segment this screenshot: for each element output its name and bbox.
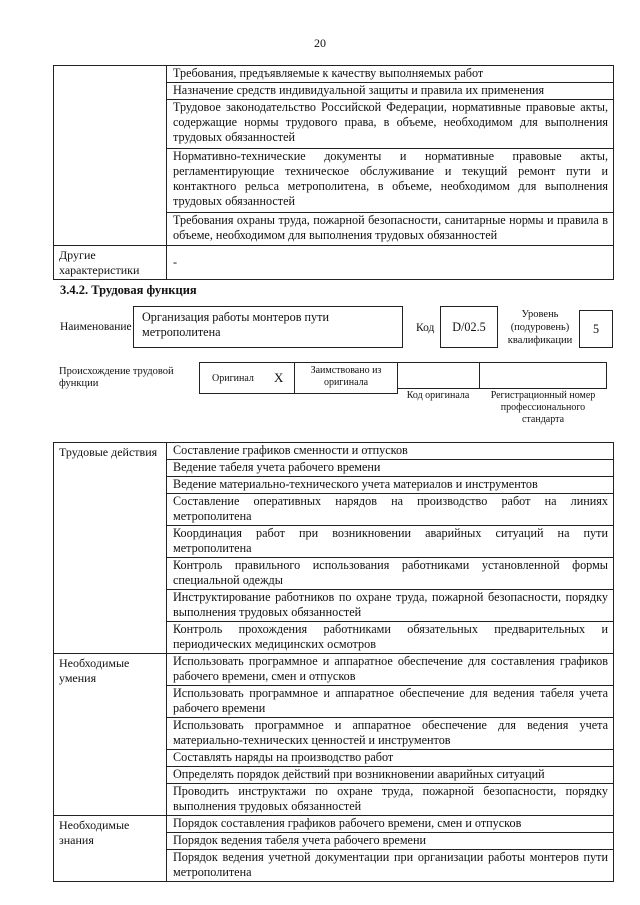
origin-borrowed-box (294, 362, 398, 394)
original-label: Оригинал (212, 373, 254, 384)
table-cell: Контроль прохождения работниками обязательных предварительных и периодических медицинских осмотров (167, 622, 614, 654)
table-cell: Инструктирование работников по охране труда, пожарной безопасности, порядку выполнения трудовых обязанностей (167, 590, 614, 622)
table-cell: Порядок ведения табеля учета рабочего времени (167, 833, 614, 850)
table-row (54, 654, 614, 686)
table-row (54, 66, 614, 83)
code-original-caption: Код оригинала (406, 390, 470, 401)
table-cell: Порядок ведения учетной документации при организации работы монтеров пути метрополитена (167, 850, 614, 882)
original-mark: X (274, 370, 284, 385)
table-cell: Координация работ при возникновении аварийных ситуаций на пути метрополитена (167, 526, 614, 558)
origin-original-box (199, 362, 295, 394)
table-cell: Составление графиков сменности и отпусков (167, 443, 614, 460)
table-cell: Использовать программное и аппаратное обеспечение для ведения учета материально-технических ценностей и инструментов (167, 718, 614, 750)
origin-label: Происхождение трудовой функции (59, 366, 174, 389)
table-cell: Контроль правильного использования работниками установленной формы специальной одежды (167, 558, 614, 590)
required-skills-label: Необходимые умения (54, 654, 167, 816)
table-cell: Использовать программное и аппаратное обеспечение для ведения табеля учета рабочего времени (167, 686, 614, 718)
other-characteristics-label: Другие характеристики (54, 246, 167, 280)
page-number: 20 (314, 36, 326, 50)
level-value-box (579, 310, 613, 348)
table-row (54, 816, 614, 833)
code-original-box (397, 362, 480, 389)
code-value-box (440, 306, 498, 348)
table-cell: Составлять наряды на производство работ (167, 750, 614, 767)
other-characteristics-value: - (167, 246, 614, 280)
knowledge-continuation-table (53, 65, 614, 280)
reg-number-box (479, 362, 607, 389)
section-title: 3.4.2. Трудовая функция (60, 283, 197, 297)
table-cell: Использовать программное и аппаратное обеспечение для составления графиков рабочего времени, смен и отпусков (167, 654, 614, 686)
table-cell: Нормативно-технические документы и нормативные правовые акты, регламентирующие техническое обслуживание и текущий ремонт пути и контактного рельса метрополитена, в объеме, необходимом для выполнения трудовых обязанностей (167, 149, 614, 213)
table-cell: Требования, предъявляемые к качеству выполняемых работ (167, 66, 614, 83)
table-cell: Назначение средств индивидуальной защиты и правила их применения (167, 83, 614, 100)
table-cell: Порядок составления графиков рабочего времени, смен и отпусков (167, 816, 614, 833)
table-cell: Требования охраны труда, пожарной безопасности, санитарные нормы и правила в объеме, необходимом для выполнения трудовых обязанностей (167, 213, 614, 246)
labor-actions-label: Трудовые действия (54, 443, 167, 654)
table-cell: Проводить инструктажи по охране труда, пожарной безопасности, порядку выполнения трудовых обязанностей (167, 784, 614, 816)
function-code: D/02.5 (452, 320, 486, 334)
code-label: Код (416, 322, 435, 334)
function-name: Организация работы монтеров пути метрополитена (142, 310, 329, 339)
table-row (54, 246, 614, 280)
empty-label-cell (54, 66, 167, 246)
labor-function-table (53, 442, 614, 882)
table-row (54, 443, 614, 460)
required-knowledge-label: Необходимые знания (54, 816, 167, 882)
name-label: Наименование (60, 321, 132, 333)
table-cell: Определять порядок действий при возникновении аварийных ситуаций (167, 767, 614, 784)
reg-number-caption: Регистрационный номер профессионального стандарта (490, 390, 596, 425)
table-cell: Составление оперативных нарядов на производство работ на линиях метрополитена (167, 494, 614, 526)
borrowed-label: Заимствовано из оригинала (310, 365, 382, 388)
level-value: 5 (592, 322, 600, 336)
table-cell: Ведение табеля учета рабочего времени (167, 460, 614, 477)
table-cell: Трудовое законодательство Российской Федерации, нормативные правовые акты, содержащие нормы трудового права, в объеме, необходимом для выполнения трудовых обязанностей (167, 100, 614, 149)
table-cell: Ведение материально-технического учета материалов и инструментов (167, 477, 614, 494)
name-value-box (133, 306, 403, 348)
level-label: Уровень (подуровень) квалификации (507, 309, 573, 346)
